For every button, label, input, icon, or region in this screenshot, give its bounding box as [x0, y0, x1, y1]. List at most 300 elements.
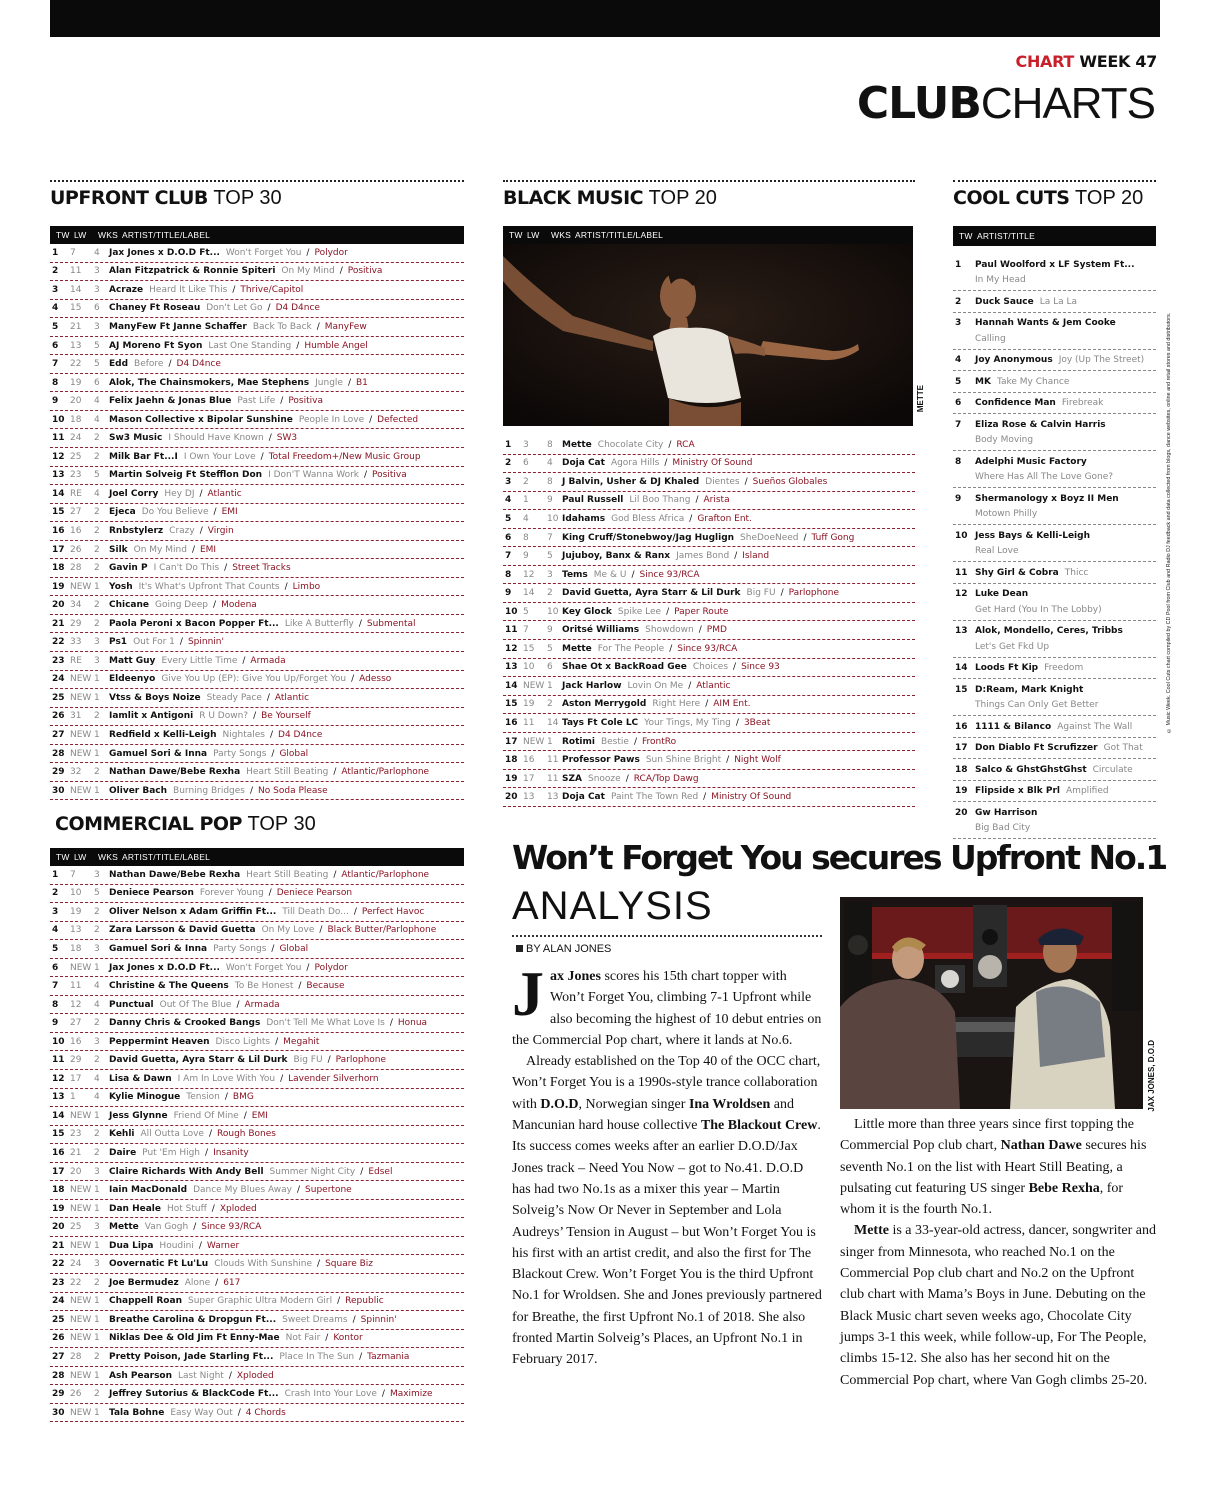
artist-name: Jack Harlow	[562, 680, 622, 691]
track-title: Sweet Dreams	[282, 1314, 348, 1325]
mette-photo	[503, 226, 913, 426]
chart-row	[503, 473, 915, 492]
record-label: Adesso	[359, 674, 392, 685]
byline-divider	[512, 935, 822, 937]
record-label: EMI	[251, 1110, 268, 1121]
track-title: Thicc	[1064, 567, 1089, 578]
last-week: 27	[70, 1018, 82, 1029]
artist-name: Mette	[109, 1222, 139, 1233]
track-title: Big Bad City	[975, 823, 1031, 834]
position: 12	[955, 589, 968, 600]
record-label: Positiva	[288, 396, 323, 407]
separator: /	[179, 637, 183, 648]
weeks-on-chart: 4	[94, 1092, 100, 1103]
col-tw: TW	[959, 231, 973, 241]
chart-row	[50, 922, 464, 941]
weeks-on-chart: 2	[94, 906, 100, 917]
last-week: 17	[523, 773, 535, 784]
chart-row	[50, 374, 464, 393]
article-paragraph	[840, 1114, 1158, 1220]
record-label: Atlantic	[696, 680, 731, 691]
section-title-bold: UPFRONT CLUB	[50, 187, 208, 209]
position: 25	[52, 692, 65, 703]
artist-name: Professor Paws	[562, 755, 640, 766]
separator: /	[211, 1203, 215, 1214]
position: 11	[52, 1055, 65, 1066]
chart-row	[50, 726, 464, 745]
chart-row-line	[953, 805, 1156, 821]
record-label: AIM Ent.	[713, 699, 751, 710]
col-artist-title-label: ARTIST/TITLE/LABEL	[122, 852, 210, 862]
separator: /	[803, 532, 807, 543]
chart-row	[50, 411, 464, 430]
cool-cuts-chart	[953, 180, 1156, 839]
track-title: Tension	[186, 1092, 220, 1103]
col-wks: WKS	[551, 230, 571, 240]
artist-name: Oliver Bach	[109, 785, 168, 796]
record-label: Because	[306, 981, 345, 992]
weeks-on-chart: 2	[94, 925, 100, 936]
track-title: I Don'T Wanna Work	[268, 470, 359, 481]
track-title: Body Moving	[975, 435, 1034, 446]
record-label: Humble Angel	[304, 340, 368, 351]
record-label: EMI	[199, 544, 217, 555]
last-week: 27	[70, 507, 82, 518]
record-label: Spinnin'	[187, 637, 224, 648]
weeks-on-chart: 9	[547, 625, 553, 636]
week-number: WEEK 47	[1079, 52, 1157, 71]
weeks-on-chart: 5	[547, 551, 553, 562]
chart-row	[50, 652, 464, 671]
chart-row	[50, 1126, 464, 1145]
record-label: RCA/Top Dawg	[633, 773, 699, 784]
bold-text: ax Jones	[550, 969, 601, 984]
artist-name: Paul Russell	[562, 495, 624, 506]
track-title: I Own Your Love	[183, 451, 256, 462]
separator: /	[744, 476, 748, 487]
weeks-on-chart: 2	[94, 1351, 100, 1362]
artist-name: Don Diablo Ft Scrufizzer	[975, 743, 1098, 754]
position: 7	[955, 419, 962, 430]
track-title: To Be Honest	[234, 981, 294, 992]
chart-row	[50, 355, 464, 374]
chart-row	[503, 696, 915, 715]
separator: /	[364, 470, 368, 481]
track-title: I Can't Do This	[153, 563, 220, 574]
separator: /	[284, 581, 288, 592]
chart-row	[50, 504, 464, 523]
record-label: Armada	[250, 655, 286, 666]
position: 1	[52, 869, 59, 880]
weeks-on-chart: 4	[94, 999, 100, 1010]
artist-name: Jax Jones x D.O.D Ft...	[109, 247, 220, 258]
position: 4	[505, 495, 512, 506]
separator: /	[703, 792, 707, 803]
position: 15	[52, 1129, 65, 1140]
position: 16	[52, 1147, 65, 1158]
artist-name: Shae Ot x BackRoad Gee	[562, 662, 687, 673]
separator: /	[688, 680, 692, 691]
separator: /	[631, 569, 635, 580]
artist-name: Oovernatic Ft Lu'Lu	[109, 1259, 209, 1270]
separator: /	[268, 888, 272, 899]
record-label: ManyFew	[324, 321, 367, 332]
last-week: 12	[70, 999, 82, 1010]
paragraph-text: is a 33-year-old actress, dancer, songwriter and singer from Minnesota, who reached No.1 on the Commercial Pop club chart and No.2 on the Upfront club chart with Mama’s Boys in June. Debuting on the Black Music chart seven weeks ago, Chocolate City jumps 3-1 this week, while follow-up, For The People, climbs 15-12. She also has her second hit on the Commercial Pop chart, where Van Gogh climbs 25-20.	[840, 1223, 1156, 1388]
last-week: 7	[70, 247, 76, 258]
last-week: 1	[70, 1092, 76, 1103]
record-label: Parlophone	[788, 588, 840, 599]
chart-row	[953, 621, 1156, 658]
separator: /	[695, 495, 699, 506]
artist-name: J Balvin, Usher & DJ Khaled	[562, 476, 700, 487]
weeks-on-chart: 2	[94, 451, 100, 462]
position: 9	[52, 396, 59, 407]
col-wks: WKS	[98, 852, 118, 862]
last-week: 28	[70, 1351, 82, 1362]
separator: /	[242, 655, 246, 666]
weeks-on-chart: 1	[94, 785, 100, 796]
last-week: NEW	[70, 1407, 92, 1418]
table-header	[50, 848, 464, 866]
spacer	[953, 246, 1156, 254]
position: 2	[52, 888, 59, 899]
chart-row	[50, 1051, 464, 1070]
last-week: 14	[523, 588, 535, 599]
weeks-on-chart: 2	[94, 618, 100, 629]
track-title: R U Down?	[199, 711, 249, 722]
weeks-on-chart: 1	[94, 1203, 100, 1214]
chart-row-line	[953, 374, 1156, 390]
record-label: FrontRo	[641, 736, 677, 747]
artist-name: Lisa & Dawn	[109, 1073, 172, 1084]
artist-name: Felix Jaehn & Jonas Blue	[109, 396, 232, 407]
separator: /	[353, 906, 357, 917]
artist-name: Salco & GhstGhstGhst	[975, 764, 1087, 775]
track-title: Freedom	[1044, 663, 1084, 674]
chart-row-line	[953, 741, 1156, 757]
chart-row	[50, 578, 464, 597]
separator: /	[198, 1240, 202, 1251]
weeks-on-chart: 4	[94, 396, 100, 407]
separator: /	[297, 1185, 301, 1196]
last-week: NEW	[70, 962, 92, 973]
artist-name: Punctual	[109, 999, 154, 1010]
separator: /	[351, 674, 355, 685]
weeks-on-chart: 5	[94, 340, 100, 351]
record-label: Republic	[345, 1296, 384, 1307]
chart-row-line	[953, 331, 1156, 347]
separator: /	[271, 943, 275, 954]
last-week: 15	[70, 303, 82, 314]
chart-row-line	[953, 528, 1156, 544]
position: 28	[52, 1370, 65, 1381]
artist-name: Gamuel Sori & Inna	[109, 943, 208, 954]
track-title: Where Has All The Love Gone?	[975, 472, 1114, 483]
position: 14	[955, 663, 968, 674]
track-title: Don't Tell Me What Love Is	[266, 1018, 385, 1029]
record-label: Polydor	[314, 247, 348, 258]
weeks-on-chart: 2	[94, 1277, 100, 1288]
track-title: Dance My Blues Away	[193, 1185, 292, 1196]
weeks-on-chart: 4	[94, 1073, 100, 1084]
track-title: Real Love	[975, 546, 1019, 557]
record-label: Kontor	[333, 1333, 363, 1344]
col-artist-title-label: ARTIST/TITLE/LABEL	[575, 230, 663, 240]
chart-row	[50, 1293, 464, 1312]
last-week: 17	[70, 1073, 82, 1084]
last-week: 16	[70, 525, 82, 536]
table-header	[953, 226, 1156, 246]
section-divider	[50, 180, 464, 182]
record-label: Limbo	[292, 581, 321, 592]
artist-name: 1111 & Bilanco	[975, 721, 1052, 732]
track-title: Out For 1	[133, 637, 175, 648]
record-label: Atlantic	[274, 692, 310, 703]
artist-name: Sw3 Music	[109, 433, 163, 444]
col-lw: LW	[527, 230, 540, 240]
chart-row	[503, 714, 915, 733]
last-week: 26	[70, 1389, 82, 1400]
track-title: Crazy	[169, 525, 195, 536]
record-label: Perfect Havoc	[361, 906, 425, 917]
chart-row	[953, 679, 1156, 716]
chart-row	[50, 1385, 464, 1404]
position: 2	[505, 458, 512, 469]
paragraph-text: secures his seventh No.1 on the list with Heart Still Beating, a pulsating cut featuring US singer	[840, 1138, 1147, 1196]
last-week: 22	[70, 359, 82, 370]
record-label: SW3	[276, 433, 298, 444]
last-week: 14	[70, 284, 82, 295]
chart-row	[503, 640, 915, 659]
chart-row	[50, 318, 464, 337]
chart-row-line	[953, 682, 1156, 698]
chart-row-line	[953, 417, 1156, 433]
separator: /	[280, 396, 284, 407]
section-title	[55, 814, 464, 834]
record-label: Insanity	[213, 1147, 249, 1158]
track-title: Steady Pace	[206, 692, 262, 703]
chart-row	[953, 350, 1156, 372]
track-title: Nightales	[222, 729, 265, 740]
track-title: Forever Young	[199, 888, 264, 899]
track-title: Got That	[1103, 743, 1143, 754]
artist-name: Chicane	[109, 600, 150, 611]
chart-row-line	[953, 294, 1156, 310]
bold-text: Nathan Dawe	[1000, 1138, 1082, 1154]
position: 22	[52, 1259, 65, 1270]
record-label: Submental	[366, 618, 416, 629]
section-title-light: TOP 20	[1075, 187, 1144, 209]
chart-row-line	[953, 784, 1156, 800]
position: 10	[955, 530, 968, 541]
chart-row	[50, 1311, 464, 1330]
chart-row	[953, 371, 1156, 393]
record-label: Spinnin'	[360, 1314, 397, 1325]
last-week: 21	[70, 1147, 82, 1158]
track-title: Against The Wall	[1057, 721, 1133, 732]
artist-name: Joel Corry	[109, 488, 159, 499]
article-paragraph	[512, 958, 824, 1051]
bold-text: Mette	[854, 1223, 889, 1239]
track-title: Disco Lights	[215, 1036, 271, 1047]
last-week: 20	[70, 396, 82, 407]
artist-name: Pretty Poison, Jade Starling Ft...	[109, 1351, 274, 1362]
artist-name: Martin Solveig Ft Stefflon Don	[109, 470, 263, 481]
chart-row	[50, 429, 464, 448]
position: 10	[52, 414, 65, 425]
last-week: 33	[70, 637, 82, 648]
separator: /	[208, 1129, 213, 1140]
artist-name: Edd	[109, 359, 129, 370]
chart-row	[503, 788, 915, 807]
record-label: Thrive/Capitol	[240, 284, 304, 295]
section-divider	[503, 180, 915, 182]
track-title: James Bond	[676, 551, 730, 562]
last-week: 19	[70, 377, 82, 388]
position: 8	[955, 456, 962, 467]
section-title	[503, 188, 915, 208]
position: 3	[955, 318, 962, 329]
artist-name: Eliza Rose & Calvin Harris	[975, 419, 1106, 430]
weeks-on-chart: 1	[94, 729, 100, 740]
last-week: 23	[70, 1129, 82, 1140]
chart-row	[50, 1404, 464, 1423]
weeks-on-chart: 1	[94, 1370, 100, 1381]
record-label: Tuff Gong	[811, 532, 855, 543]
separator: /	[780, 588, 784, 599]
record-label: Maximize	[389, 1389, 433, 1400]
last-week: 7	[523, 625, 529, 636]
weeks-on-chart: 6	[94, 377, 100, 388]
weeks-on-chart: 2	[94, 600, 100, 611]
artist-name: Alok, Mondello, Ceres, Tribbs	[975, 626, 1123, 637]
track-title: Let's Get Fkd Up	[975, 641, 1050, 652]
artist-name: Gamuel Sori & Inna	[109, 748, 208, 759]
artist-name: David Guetta, Ayra Starr & Lil Durk	[109, 1055, 288, 1066]
track-title: SheDoeNeed	[740, 532, 799, 543]
position: 24	[52, 674, 65, 685]
black-music-chart	[503, 180, 925, 807]
position: 16	[955, 721, 968, 732]
position: 19	[52, 1203, 65, 1214]
artist-name: Tala Bohne	[109, 1407, 165, 1418]
record-label: Black Butter/Parlophone	[327, 925, 437, 936]
record-label: Modena	[221, 600, 257, 611]
artist-name: Ash Pearson	[109, 1370, 173, 1381]
last-week: 25	[70, 1222, 82, 1233]
position: 7	[52, 359, 59, 370]
weeks-on-chart: 2	[94, 1389, 100, 1400]
artist-name: Acraze	[109, 284, 144, 295]
separator: /	[215, 1277, 219, 1288]
page-title-bold: CLUB	[856, 78, 981, 129]
chart-row	[503, 751, 915, 770]
separator: /	[168, 359, 172, 370]
track-title: Before	[134, 359, 164, 370]
position: 23	[52, 655, 65, 666]
separator: /	[275, 1036, 279, 1047]
record-label: Global	[279, 748, 309, 759]
last-week: 13	[70, 925, 82, 936]
artist-name: Vtss & Boys Noize	[109, 692, 201, 703]
last-week: 13	[70, 340, 82, 351]
position: 26	[52, 1333, 65, 1344]
chart-row	[953, 658, 1156, 680]
chart-row	[953, 716, 1156, 738]
last-week: NEW	[70, 1240, 92, 1251]
position: 10	[505, 606, 518, 617]
last-week: NEW	[70, 1203, 92, 1214]
track-title: Me & U	[593, 569, 627, 580]
position: 9	[505, 588, 512, 599]
chart-row	[953, 414, 1156, 451]
separator: /	[333, 869, 337, 880]
artist-name: Ejeca	[109, 507, 136, 518]
weeks-on-chart: 10	[547, 606, 559, 617]
chart-row	[50, 1218, 464, 1237]
weeks-on-chart: 4	[94, 981, 100, 992]
artist-name: Tems	[562, 569, 588, 580]
artist-name: MK	[975, 376, 991, 387]
weeks-on-chart: 8	[547, 439, 553, 450]
artist-name: Mette	[562, 439, 592, 450]
record-label: Atlantic	[207, 488, 242, 499]
track-title: Showdown	[645, 625, 694, 636]
photo-credit: METTE	[916, 385, 925, 413]
track-title: Choices	[692, 662, 729, 673]
position: 5	[52, 943, 59, 954]
chart-row	[50, 708, 464, 727]
last-week: 19	[523, 699, 535, 710]
position: 15	[505, 699, 518, 710]
separator: /	[734, 551, 738, 562]
separator: /	[268, 433, 272, 444]
position: 7	[505, 551, 512, 562]
weeks-on-chart: 2	[94, 1129, 100, 1140]
paragraph-text: Little more than three years since first topping the Commercial Pop club chart,	[840, 1117, 1134, 1154]
chart-row	[50, 977, 464, 996]
chart-row	[50, 281, 464, 300]
record-label: PMD	[706, 625, 727, 636]
artist-name: Gw Harrison	[975, 807, 1038, 818]
last-week: NEW	[70, 1110, 92, 1121]
track-title: Easy Way Out	[170, 1407, 233, 1418]
weeks-on-chart: 1	[94, 1110, 100, 1121]
bold-text: Bebe Rexha	[1028, 1180, 1100, 1196]
position: 15	[955, 684, 968, 695]
track-title: Put 'Em High	[142, 1147, 201, 1158]
last-week: RE	[70, 655, 82, 666]
position: 20	[52, 1222, 65, 1233]
separator: /	[280, 1073, 284, 1084]
chart-row-line	[953, 821, 1156, 837]
position: 27	[52, 729, 65, 740]
separator: /	[237, 1407, 241, 1418]
weeks-on-chart: 5	[94, 888, 100, 899]
track-title: Get Hard (You In The Lobby)	[975, 604, 1102, 615]
separator: /	[625, 773, 629, 784]
position: 30	[52, 1407, 65, 1418]
record-label: Lavender Silverhorn	[288, 1073, 379, 1084]
artist-name: Iain MacDonald	[109, 1185, 188, 1196]
last-week: 18	[70, 414, 82, 425]
paragraph-text: scores his 15th chart topper with Won’t Forget You, climbing 7-1 Upfront while also becoming the highest of 10 debut entries on the Commercial Pop chart, where it lands at No.6.	[512, 969, 822, 1048]
separator: /	[689, 513, 693, 524]
position: 8	[52, 999, 59, 1010]
weeks-on-chart: 3	[94, 655, 100, 666]
weeks-on-chart: 7	[547, 532, 553, 543]
